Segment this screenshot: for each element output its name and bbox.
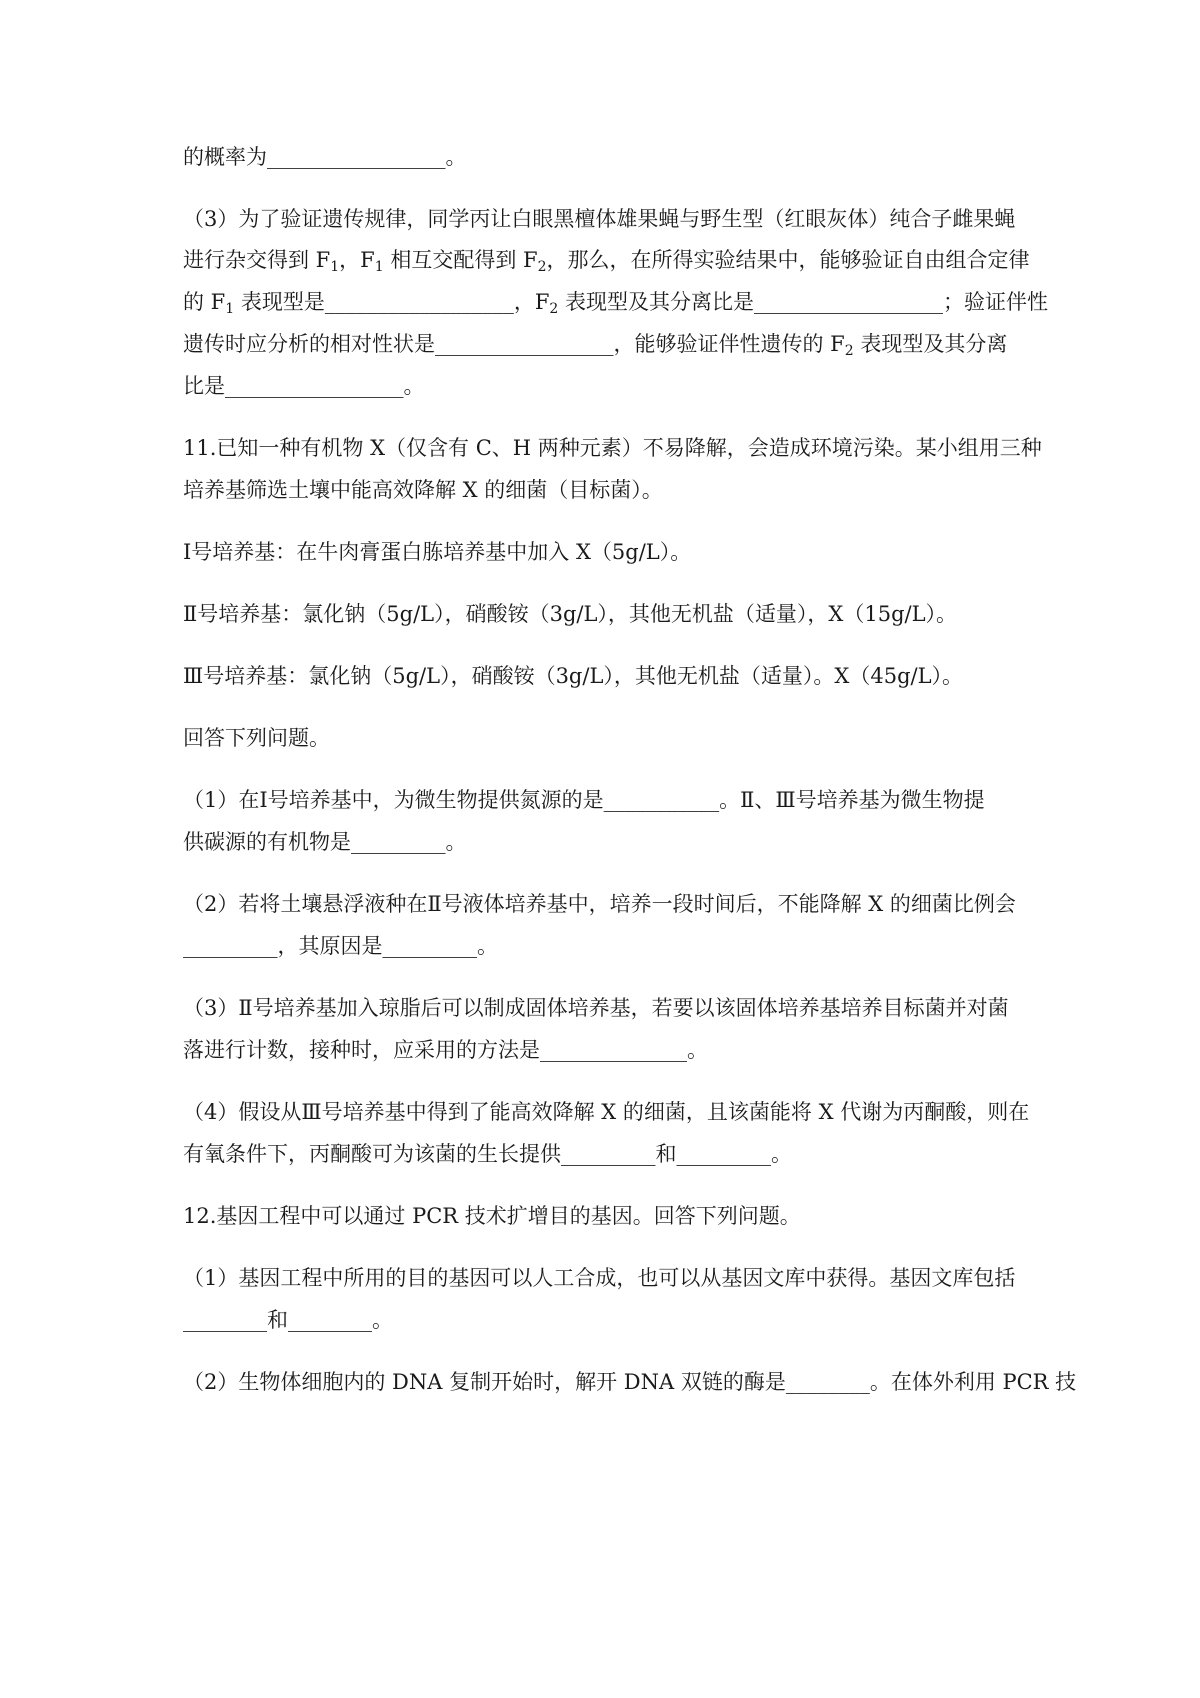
question-11-part-3: 落进行计数，接种时，应采用的方法是______________。 — [183, 1038, 708, 1062]
question-3-line: 遗传时应分析的相对性状是_________________，能够验证伴性遗传的 $F_2$ 表现型及其分离 — [183, 332, 1008, 359]
question-11-part-1: 供碳源的有机物是_________。 — [183, 830, 467, 854]
question-12-part-1: ________和________。 — [183, 1308, 393, 1332]
question-3-line: 进行杂交得到 $F_1$，$F_1$ 相互交配得到 $F_2$，那么，在所得实验结果中，能够验证自由组合定律 — [183, 248, 1030, 275]
question-11-stem: 11.已知一种有机物 X（仅含有 C、H 两种元素）不易降解，会造成环境污染。某小组用三种 — [183, 436, 1042, 460]
question-11-part-3: （3）Ⅱ号培养基加入琼脂后可以制成固体培养基，若要以该固体培养基培养目标菌并对菌 — [183, 996, 1009, 1020]
question-11-part-4: 有氧条件下，丙酮酸可为该菌的生长提供_________和_________。 — [183, 1142, 792, 1166]
text-line: 的概率为_________________。 — [183, 145, 467, 169]
answer-prompt: 回答下列问题。 — [183, 726, 330, 750]
question-11-part-4: （4）假设从Ⅲ号培养基中得到了能高效降解 X 的细菌，且该菌能将 X 代谢为丙酮酸，则在 — [183, 1100, 1030, 1124]
medium-1: Ⅰ号培养基：在牛肉膏蛋白胨培养基中加入 X（5g/L）。 — [183, 540, 692, 564]
medium-3: Ⅲ号培养基：氯化钠（5g/L），硝酸铵（3g/L），其他无机盐（适量）。X（45g/L）。 — [183, 664, 964, 688]
question-11-part-1: （1）在Ⅰ号培养基中，为微生物提供氮源的是___________。Ⅱ、Ⅲ号培养基为微生物提 — [183, 788, 985, 812]
question-3-line: 比是_________________。 — [183, 374, 425, 398]
question-12-stem: 12.基因工程中可以通过 PCR 技术扩增目的基因。回答下列问题。 — [183, 1204, 801, 1228]
question-11-part-2: _________，其原因是_________。 — [183, 934, 498, 958]
question-12-part-2: （2）生物体细胞内的 DNA 复制开始时，解开 DNA 双链的酶是________。在体外利用 PCR 技 — [183, 1370, 1077, 1394]
question-11-stem: 培养基筛选土壤中能高效降解 X 的细菌（目标菌）。 — [183, 478, 663, 502]
question-12-part-1: （1）基因工程中所用的目的基因可以人工合成，也可以从基因文库中获得。基因文库包括 — [183, 1266, 1016, 1290]
question-3-line: （3）为了验证遗传规律，同学丙让白眼黑檀体雄果蝇与野生型（红眼灰体）纯合子雌果蝇 — [183, 207, 1016, 231]
question-11-part-2: （2）若将土壤悬浮液种在Ⅱ号液体培养基中，培养一段时间后，不能降解 X 的细菌比例会 — [183, 892, 1016, 916]
question-3-line: 的 $F_1$ 表现型是__________________，$F_2$ 表现型及其分离比是__________________；验证伴性 — [183, 290, 1049, 317]
medium-2: Ⅱ号培养基：氯化钠（5g/L），硝酸铵（3g/L），其他无机盐（适量），X（15g/L）。 — [183, 602, 958, 626]
